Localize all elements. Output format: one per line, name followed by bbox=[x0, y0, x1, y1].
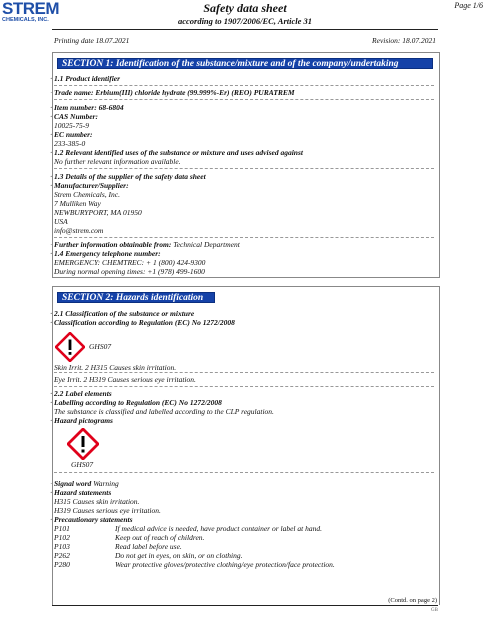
supplier-email: info@strem.com bbox=[54, 226, 104, 235]
supplier-label: · Manufacturer/Supplier: bbox=[54, 181, 129, 190]
hazard-class-1: Skin Irrit. 2 H315 Causes skin irritation. bbox=[54, 363, 177, 372]
emergency-line-2: During normal opening times: +1 (978) 499-1600 bbox=[54, 267, 205, 276]
precaution-text: If medical advice is needed, have product container or label at hand. bbox=[115, 524, 322, 533]
supplier-line: 7 Mulliken Way bbox=[54, 199, 101, 208]
precaution-code: P280 bbox=[54, 560, 70, 569]
labelling-regulation: · Labelling according to Regulation (EC) No 1272/2008 bbox=[54, 398, 222, 407]
divider bbox=[54, 472, 434, 473]
precaution-code: P101 bbox=[54, 524, 70, 533]
hazard-pictograms-label: · Hazard pictograms bbox=[54, 416, 113, 425]
footer-divider bbox=[52, 605, 438, 606]
emergency-line-1: EMERGENCY: CHEMTREC: + 1 (800) 424-9300 bbox=[54, 258, 206, 267]
further-info-value: Technical Department bbox=[173, 240, 240, 249]
supplier-line: USA bbox=[54, 217, 68, 226]
revision-date: Revision: 18.07.2021 bbox=[372, 36, 436, 45]
supplier-line: NEWBURYPORT, MA 01950 bbox=[54, 208, 142, 217]
logo-subtext: CHEMICALS, INC. bbox=[2, 17, 49, 23]
precaution-code: P102 bbox=[54, 533, 70, 542]
precaution-code: P103 bbox=[54, 542, 70, 551]
classification-heading: · 2.1 Classification of the substance or mixture bbox=[54, 309, 194, 318]
precaution-code: P262 bbox=[54, 551, 70, 560]
divider bbox=[54, 386, 434, 387]
signal-word-value: Warning bbox=[93, 479, 119, 488]
divider bbox=[54, 85, 434, 86]
page-number: Page 1/6 bbox=[454, 1, 483, 10]
continued-note: (Contd. on page 2) bbox=[388, 597, 437, 604]
divider bbox=[54, 168, 434, 169]
precautionary-statements-label: · Precautionary statements bbox=[54, 515, 133, 524]
product-identifier-heading: · 1.1 Product identifier bbox=[54, 74, 120, 83]
cas-label: · CAS Number: bbox=[54, 112, 98, 121]
label-elements-heading: · 2.2 Label elements bbox=[54, 389, 112, 398]
signal-word-line bbox=[54, 479, 119, 488]
item-number: · Item number: 68-6804 bbox=[54, 103, 124, 112]
trade-name-value: Erbium(III) chloride hydrate (99.999%-Er) (REO) PURATREM bbox=[95, 88, 295, 97]
hazard-class-2: Eye Irrit. 2 H319 Causes serious eye irritation. bbox=[54, 375, 196, 384]
uses-heading: · 1.2 Relevant identified uses of the substance or mixture and uses advised against bbox=[54, 148, 303, 157]
hazard-statements-label: · Hazard statements bbox=[54, 488, 111, 497]
document-title: Safety data sheet bbox=[203, 1, 287, 15]
pictogram-code: GHS07 bbox=[71, 460, 94, 469]
supplier-heading: · 1.3 Details of the supplier of the safety data sheet bbox=[54, 172, 206, 181]
supplier-line: Strem Chemicals, Inc. bbox=[54, 190, 120, 199]
divider bbox=[54, 99, 434, 100]
language-code: GB bbox=[431, 608, 438, 613]
labelling-text: The substance is classified and labelled according to the CLP regulation. bbox=[54, 407, 274, 416]
printing-date: Printing date 18.07.2021 bbox=[54, 36, 130, 45]
further-info-label: Further information obtainable from: bbox=[54, 240, 172, 249]
exclamation-pictogram-icon bbox=[55, 332, 85, 362]
precaution-text: Do not get in eyes, on skin, or on clothing. bbox=[115, 551, 243, 560]
signal-word-label: Signal word bbox=[54, 479, 92, 488]
exclamation-pictogram-icon bbox=[67, 428, 99, 460]
hazard-statement: H319 Causes serious eye irritation. bbox=[54, 506, 161, 515]
precaution-text: Keep out of reach of children. bbox=[115, 533, 205, 542]
ec-value: 233-385-0 bbox=[54, 139, 86, 148]
precaution-text: Read label before use. bbox=[115, 542, 182, 551]
divider bbox=[54, 237, 434, 238]
logo-text: STREM bbox=[2, 0, 59, 18]
section-2-heading: SECTION 2: Hazards identification bbox=[57, 292, 215, 303]
trade-name-label: Trade name: bbox=[54, 88, 94, 97]
document-subtitle: according to 1907/2006/EC, Article 31 bbox=[177, 16, 313, 26]
classification-regulation: · Classification according to Regulation (EC) No 1272/2008 bbox=[54, 318, 235, 327]
ec-label: · EC number: bbox=[54, 130, 93, 139]
section-2-box bbox=[52, 286, 440, 605]
hazard-statement: H315 Causes skin irritation. bbox=[54, 497, 140, 506]
ghs-code: GHS07 bbox=[89, 342, 112, 351]
further-info-line bbox=[54, 240, 240, 249]
precaution-text: Wear protective gloves/protective clothing/eye protection/face protection. bbox=[115, 560, 335, 569]
uses-text: No further relevant information available. bbox=[54, 157, 181, 166]
cas-value: 10025-75-9 bbox=[54, 121, 89, 130]
emergency-heading: · 1.4 Emergency telephone number: bbox=[54, 249, 161, 258]
section-1-heading: SECTION 1: Identification of the substance/mixture and of the company/undertaking bbox=[57, 58, 433, 69]
header-divider bbox=[52, 29, 438, 30]
divider bbox=[54, 372, 434, 373]
trade-name-line bbox=[54, 88, 295, 97]
